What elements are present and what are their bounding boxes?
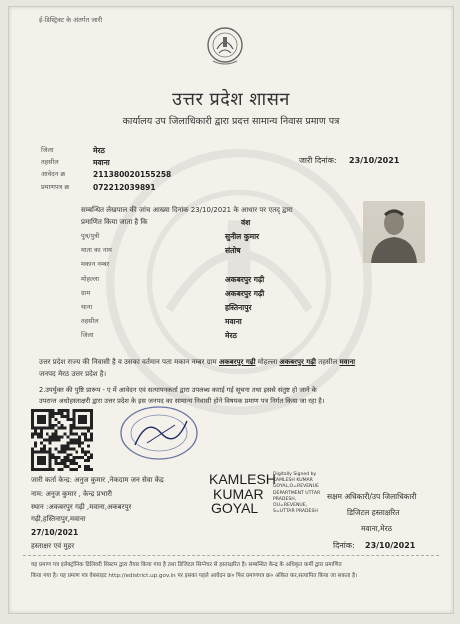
kendra-stamp-icon: [117, 403, 201, 463]
detail-value: संतोष: [225, 246, 241, 256]
detail-label: जिला: [81, 331, 94, 340]
page-title: उत्तर प्रदेश शासन: [172, 89, 290, 110]
intro-line1: सम्बन्धित लेखपाल की जांच आख्या दिनांक 23/10/2021 के आधार पर एतद् द्वारा: [81, 206, 293, 214]
page-subtitle: कार्यालय उप जिलाधिकारी द्वारा प्रदत्त सामान्य निवास प्रमाण पत्र: [122, 116, 340, 127]
district-value: मेरठ: [93, 146, 105, 155]
tehsil-value: मवाना: [93, 158, 110, 167]
signer-name-line2: KUMAR: [213, 485, 264, 502]
issue-date-value: 23/10/2021: [349, 156, 400, 165]
para1-place3: मवाना: [339, 358, 356, 366]
para1-line1: [39, 359, 355, 366]
person-photo-icon: [363, 201, 425, 263]
para1-line2: जनपद मेरठ उत्तर प्रदेश है।: [39, 370, 107, 378]
applicant-photo: [363, 201, 425, 263]
digital-signature-line: OU=REVENUE,: [273, 503, 308, 508]
digital-signature-line: S=UTTAR PRADESH: [273, 509, 318, 515]
digital-signature-line: DEPARTMENT UTTAR: [273, 490, 321, 496]
detail-value: मेरठ: [225, 331, 237, 341]
issuer-kendra: जारी कर्ता केन्द्र: अनुज कुमार ,नेकदाम जन सेवा केंद्र: [31, 476, 164, 484]
detail-label: पुत्र/पुत्री: [81, 232, 100, 240]
para1-mohalla-word: मोहल्ला: [257, 358, 278, 366]
authority-place: मवाना,मेरठ: [361, 524, 392, 533]
issue-date-label: जारी दिनांक:: [299, 156, 337, 165]
issuer-name: नाम: अनुज कुमार , केन्द्र प्रभारी: [31, 490, 112, 498]
para1-place1: अकबरपुर गढ़ी: [218, 358, 256, 366]
application-value: 211380020155258: [93, 170, 172, 179]
detail-value: मवाना: [225, 317, 242, 327]
detail-value: अकबरपुर गढ़ी: [225, 274, 265, 284]
digital-signature-line: KAMLESH KUMAR: [273, 478, 313, 484]
detail-label: मोहल्ला: [81, 274, 100, 283]
footer-line2: किया गया है। यह प्रमाण पत्र वेबसाइट http://edistrict.up.gov.in पर इसका पहले आवेदन क्र० फिर प्रमाणपत्र क्र० अंकित कर,सत्यापित किया जा सकता है।: [31, 573, 358, 579]
detail-value: अकबरपुर गढ़ी: [225, 288, 265, 298]
para1-tehsil-word: तहसील: [318, 358, 338, 366]
detail-label: तहसील: [81, 317, 99, 326]
district-label: जिला: [41, 146, 54, 154]
up-emblem-icon: [205, 25, 245, 67]
detail-label: ग्राम: [81, 288, 91, 297]
para1-place2: अकबरपुर गढ़ी: [279, 358, 316, 366]
digital-signature-line: PRADESH,: [273, 496, 297, 502]
top-note: ई-डिस्ट्रिक्ट के अंतर्गत जारी: [39, 16, 103, 24]
authority-date-label: दिनांक:: [333, 541, 355, 550]
issuer-date: 27/10/2021: [31, 528, 79, 537]
para1-prefix: उत्तर प्रदेश राज्य की निवासी है व उसका वर्तमान पता मकान नम्बर ग्राम: [39, 358, 217, 366]
digital-signature-line: GOYAL,O=REVENUE: [273, 484, 319, 490]
certificate-page: [8, 6, 454, 614]
digital-signer-name: [209, 472, 276, 516]
authority-date-value: 23/10/2021: [365, 541, 416, 550]
authority-title: सक्षम अधिकारी/उप जिलाधिकारी: [327, 492, 417, 501]
issuer-address: गढ़ी,हस्तिनापुर,मवाना: [31, 515, 86, 523]
intro-line2: प्रमाणित किया जाता है कि: [81, 218, 148, 226]
signer-name-line1: KAMLESH: [209, 471, 276, 487]
digital-signature-line: Digitally Signed by: [273, 472, 317, 477]
detail-label: मकान नम्बर: [81, 260, 110, 269]
footer-divider: [23, 555, 439, 556]
tehsil-label: तहसील: [41, 158, 59, 166]
issuer-place: स्थान :अकबरपुर गढ़ी ,मवाना,अकबरपुर: [31, 503, 132, 511]
vansh-value: वंश: [241, 218, 251, 227]
footer-line1: यह प्रमाण पत्र इलेक्ट्रॉनिक डिलिवरी सिस्टम द्वारा तैयार किया गया है तथा डिजिटल सिग्नेचर से हस्ताक्षरित है। सम्बन्धित केन्द्र के अधिकृत कर्मी द्वारा प्रमाणित: [31, 562, 342, 568]
detail-label: थाना: [81, 303, 93, 311]
qr-code-icon: [31, 409, 93, 471]
detail-value: हस्तिनापुर: [225, 303, 252, 312]
issuer-sign-label: हस्ताक्षर एवं मुहर: [31, 542, 75, 550]
authority-sign: डिजिटल हस्ताक्षरित: [347, 508, 400, 517]
para2-line2: उपरान्त अधोहस्ताक्षरी द्वारा उत्तर प्रदेश के इस जनपद का सामान्य निवासी होने विषयक प्रमाण पत्र निर्गत किया जा रहा है।: [39, 397, 325, 405]
para2-line1: 2.उपर्युक्त की पुष्टि प्रारूप - ए में आवेदन एवं सत्यापनकर्ता द्वारा उपलब्ध कराई गई सूचना तथा इससे संतुष्ट हो जाने के: [39, 386, 317, 394]
detail-label: माता का नाम: [81, 246, 112, 255]
signer-name-line3: GOYAL: [211, 500, 259, 517]
application-label: आवेदन क्र: [41, 170, 66, 178]
detail-value: सुनील कुमार: [225, 232, 260, 241]
certificate-value: 072212039891: [93, 183, 156, 192]
certificate-label: प्रमाणपत्र क्र: [41, 183, 70, 191]
